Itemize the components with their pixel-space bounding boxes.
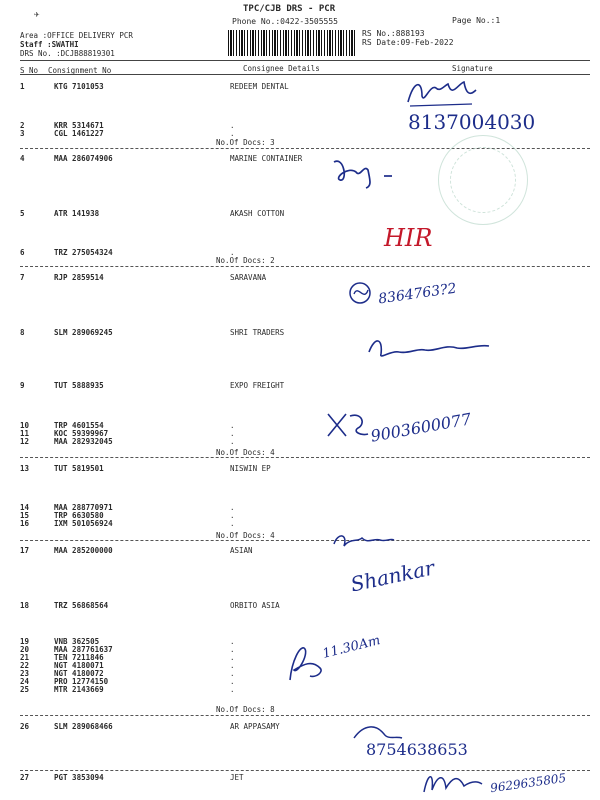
row-consignee: . [230,421,235,430]
signature-7-phone: 8364763?2 [377,280,458,308]
signature-17: Shankar [348,555,437,597]
row-consignment-no: IXM 501056924 [54,519,113,528]
row-consignment-no: TRP 4601554 [54,421,104,430]
row-consignee: . [230,653,235,662]
row-consignee: ASIAN [230,546,253,555]
row-consignment-no: TUT 5819501 [54,464,104,473]
row-sno: 23 [20,669,30,678]
signature-10-phone: 9003600077 [369,409,473,446]
row-consignee: NISWIN EP [230,464,271,473]
row-consignment-no: TRP 6630580 [54,511,104,520]
row-sno: 24 [20,677,30,686]
area-label: Area :OFFICE DELIVERY PCR [20,31,133,40]
row-sno: 17 [20,546,30,555]
row-consignee: . [230,437,235,446]
row-divider [20,770,590,771]
row-sno: 22 [20,661,30,670]
row-consignee: . [230,637,235,646]
report-title: TPC/CJB DRS - PCR [243,4,336,14]
row-consignment-no: NGT 4180071 [54,661,104,670]
row-sno: 8 [20,328,25,337]
row-sno: 19 [20,637,30,646]
row-divider [20,715,590,716]
row-consignee: ORBITO ASIA [230,601,280,610]
signature-6: HIR [384,224,433,252]
row-consignee: AR APPASAMY [230,722,280,731]
phone-number: Phone No.:0422-3505555 [232,17,338,26]
docs-count: No.Of Docs: 4 [216,448,275,457]
row-consignee: REDEEM DENTAL [230,82,289,91]
barcode [228,30,356,56]
row-consignee: . [230,129,235,138]
row-sno: 6 [20,248,25,257]
row-sno: 12 [20,437,30,446]
row-consignee: AKASH COTTON [230,209,285,218]
company-stamp-inner [450,147,516,213]
signature-1 [400,74,480,110]
signature-27-phone: 9629635805 [489,770,567,796]
row-consignment-no: MAA 282932045 [54,437,113,446]
signature-4 [326,152,416,190]
signature-1-phone: 8137004030 [408,110,536,134]
row-consignment-no: NGT 4180072 [54,669,104,678]
row-consignment-no: SLM 289068466 [54,722,113,731]
row-consignment-no: TEN 7211846 [54,653,104,662]
row-sno: 5 [20,209,25,218]
row-sno: 13 [20,464,30,473]
docs-count: No.Of Docs: 4 [216,531,275,540]
signature-20-time: 11.30Am [321,633,382,662]
header-rule [20,60,590,61]
row-consignee: . [230,511,235,520]
row-consignee: SARAVANA [230,273,267,282]
row-consignment-no: PRO 12774150 [54,677,109,686]
row-consignment-no: MAA 288770971 [54,503,113,512]
row-sno: 1 [20,82,25,91]
row-divider [20,266,590,267]
col-consignee: Consignee Details [243,64,320,73]
signature-26-phone: 8754638653 [366,740,468,759]
row-sno: 20 [20,645,30,654]
row-sno: 27 [20,773,30,782]
row-consignment-no: MAA 285200000 [54,546,113,555]
row-consignment-no: KRR 5314671 [54,121,104,130]
row-consignment-no: CGL 1461227 [54,129,104,138]
row-consignment-no: MAA 286074906 [54,154,113,163]
signature-7 [346,280,376,308]
row-consignee: . [230,248,235,257]
row-sno: 2 [20,121,25,130]
row-sno: 10 [20,421,30,430]
row-consignment-no: SLM 289069245 [54,328,113,337]
row-sno: 15 [20,511,30,520]
page-number: Page No.:1 [452,16,501,25]
signature-10 [322,406,372,444]
signature-8 [365,330,495,364]
row-consignment-no: KTG 7101053 [54,82,104,91]
staff-label: Staff :SWATHI [20,40,79,49]
row-sno: 16 [20,519,30,528]
row-sno: 26 [20,722,30,731]
row-consignment-no: MTR 2143669 [54,685,104,694]
row-sno: 25 [20,685,30,694]
row-sno: 3 [20,129,25,138]
row-consignment-no: TUT 5888935 [54,381,104,390]
col-sno: S No [20,66,39,75]
row-consignee: . [230,429,235,438]
row-consignment-no: PGT 3853094 [54,773,104,782]
row-consignee: . [230,685,235,694]
row-divider [20,457,590,458]
col-signature: Signature [452,64,493,73]
logo-mark-icon: ✈ [34,10,40,20]
row-consignee: . [230,677,235,686]
row-consignee: . [230,519,235,528]
docs-count: No.Of Docs: 2 [216,256,275,265]
row-sno: 21 [20,653,30,662]
row-consignment-no: TRZ 275054324 [54,248,113,257]
row-sno: 11 [20,429,30,438]
row-consignment-no: MAA 287761637 [54,645,113,654]
row-consignee: . [230,669,235,678]
row-consignment-no: RJP 2859514 [54,273,104,282]
row-consignee: . [230,503,235,512]
signature-14 [328,528,398,552]
row-consignment-no: VNB 362505 [54,637,100,646]
row-consignee: . [230,645,235,654]
row-consignment-no: ATR 141938 [54,209,100,218]
row-sno: 9 [20,381,25,390]
row-consignee: EXPO FREIGHT [230,381,285,390]
row-consignee: . [230,661,235,670]
row-sno: 4 [20,154,25,163]
col-consignment: Consignment No [48,66,112,75]
rs-date: RS Date:09-Feb-2022 [362,38,454,47]
row-divider [20,540,590,541]
docs-count: No.Of Docs: 3 [216,138,275,147]
row-consignee: SHRI TRADERS [230,328,285,337]
column-rule [20,74,590,75]
row-consignee: . [230,121,235,130]
row-consignment-no: TRZ 56868564 [54,601,109,610]
row-consignee: MARINE CONTAINER [230,154,303,163]
row-sno: 7 [20,273,25,282]
docs-count: No.Of Docs: 8 [216,705,275,714]
drs-number: DRS No. :DCJB88819301 [20,49,115,58]
row-consignee: JET [230,773,244,782]
rs-number: RS No.:888193 [362,29,425,38]
row-consignment-no: KOC 59399967 [54,429,109,438]
row-sno: 14 [20,503,30,512]
row-sno: 18 [20,601,30,610]
signature-27 [418,764,488,796]
